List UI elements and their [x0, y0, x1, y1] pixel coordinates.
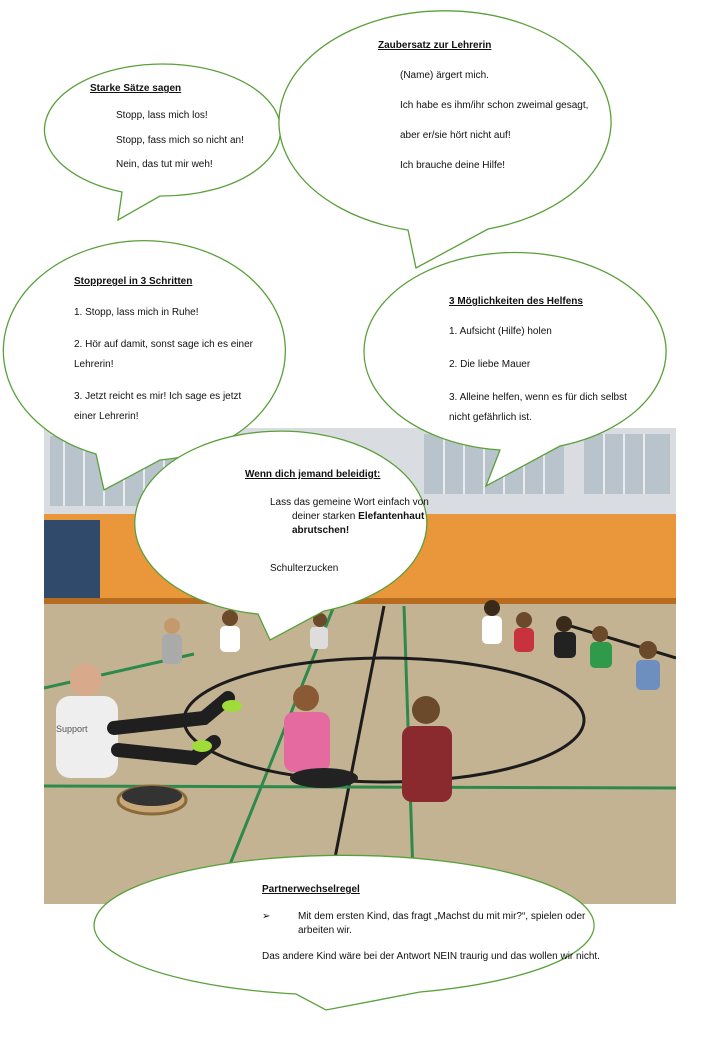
bubble-line: Lass das gemeine Wort einfach von: [270, 497, 429, 508]
bubble-line: 3. Jetzt reicht es mir! Ich sage es jetzt: [74, 391, 242, 402]
bubble-title: Wenn dich jemand beleidigt:: [245, 469, 381, 480]
bubble-line: 1. Aufsicht (Hilfe) holen: [449, 326, 552, 337]
bubble-line-bold: Elefantenhaut: [358, 511, 425, 522]
bubble-title: 3 Möglichkeiten des Helfens: [449, 296, 583, 307]
bubble-title: Stoppregel in 3 Schritten: [74, 276, 193, 287]
bubble-line: nicht gefährlich ist.: [449, 412, 532, 423]
bubble-line: Stopp, fass mich so nicht an!: [116, 135, 244, 146]
bubble-line: Lehrerin!: [74, 359, 114, 370]
bubble-line: Ich brauche deine Hilfe!: [400, 160, 506, 171]
bubble-line: [292, 510, 424, 524]
bubble-title: Starke Sätze sagen: [90, 83, 182, 94]
bubble-line: Ich habe es ihm/ihr schon zweimal gesagt,: [400, 100, 589, 111]
bubble-title: Partnerwechselregel: [262, 884, 360, 895]
bubble-line: Schulterzucken: [270, 563, 339, 574]
bubble-line: 1. Stopp, lass mich in Ruhe!: [74, 307, 199, 318]
bubble-line: 3. Alleine helfen, wenn es für dich selbst: [449, 392, 627, 403]
bubble-line: aber er/sie hört nicht auf!: [400, 130, 511, 141]
bubble-line: arbeiten wir.: [298, 925, 352, 936]
bubble-line: Nein, das tut mir weh!: [116, 159, 213, 170]
bubble-line: Mit dem ersten Kind, das fragt „Machst du mit mir?“, spielen oder: [298, 911, 586, 922]
bubble-line: 2. Die liebe Mauer: [449, 359, 531, 370]
bubble-line: Stopp, lass mich los!: [116, 110, 208, 121]
bubble-line: Das andere Kind wäre bei der Antwort NEIN traurig und das wollen wir nicht.: [262, 951, 600, 962]
bubble-title: Zaubersatz zur Lehrerin: [378, 40, 492, 51]
bubble-line: einer Lehrerin!: [74, 411, 139, 422]
bubble-line-part: deiner starken: [292, 511, 359, 522]
shirt-print-text: Support: [56, 724, 88, 734]
bubble-shape-beleidigt: [135, 431, 427, 640]
bubble-line: abrutschen!: [292, 525, 350, 536]
bubble-line: (Name) ärgert mich.: [400, 70, 489, 81]
bubble-line: 2. Hör auf damit, sonst sage ich es einer: [74, 339, 253, 350]
bullet-arrow-icon: ➢: [262, 911, 271, 922]
